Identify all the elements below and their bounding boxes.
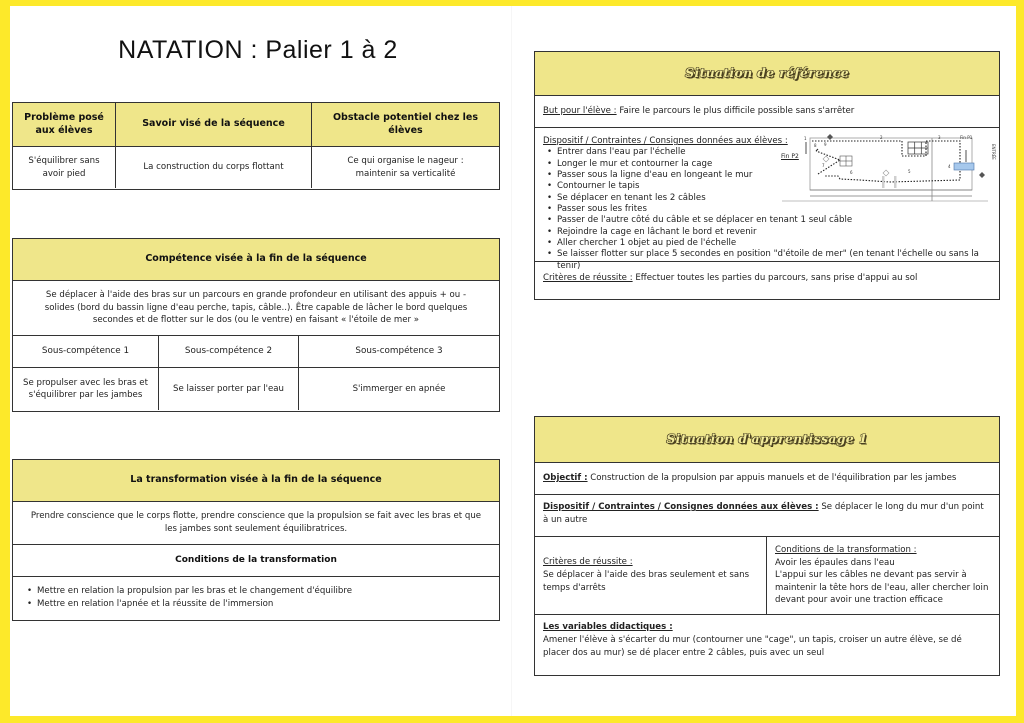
learning-objective (535, 463, 999, 495)
step-number: 5 (908, 169, 911, 174)
step-number: 3 (938, 135, 941, 140)
learning-situation-table (534, 416, 1000, 676)
learning-condition-line: Avoir les épaules dans l'eau (775, 557, 895, 568)
cage-icon (908, 142, 928, 154)
sub-competence-value-row (13, 368, 499, 410)
fin-p2-label: Fin P2 (781, 153, 799, 160)
criteria-text: Effectuer toutes les parties du parcours, sans prise d'appui au sol (632, 273, 918, 284)
small-cage-icon (840, 156, 852, 166)
reference-setup (535, 128, 999, 271)
setup-step: • Se déplacer en tenant les 2 câbles (547, 193, 991, 204)
objective-label: Objectif : (543, 473, 588, 484)
setup-step: • Se laisser flotter sur place 5 secondes en position "d'étoile de mer" (en tenant l'échelle ou sans la tenir) (547, 249, 991, 272)
step-number: 2 (880, 135, 883, 140)
object-marker-icon (883, 170, 889, 176)
sub-competence-2-value: Se laisser porter par l'eau (159, 368, 299, 410)
reference-situation-table (534, 51, 1000, 300)
setup-step: • Passer de l'autre côté du câble et se déplacer en tenant 1 seul câble (547, 215, 991, 226)
competence-description: Se déplacer à l'aide des bras sur un parcours en grande profondeur en utilisant des appuis + ou - solides (bord du bassin ligne d'eau perche, tapis, câble..). Être capable de lâcher le bord quelques secondes et de flotter sur le dos (ou le ventre) en faisant « l'étoile de mer » (44, 289, 468, 326)
transformation-text-block (13, 502, 499, 545)
course-path (816, 149, 818, 151)
step-number: 6 (850, 170, 853, 175)
sub-competence-3-value: S'immerger en apnée (352, 383, 446, 394)
goal-text: Faire le parcours le plus difficile possible sans s'arrêter (616, 106, 855, 117)
step-number: 4 (948, 164, 951, 169)
variables-text: Amener l'élève à s'écarter du mur (contourner une "cage", un tapis, croiser un autre élève, se dé placer dos au mur) se dé placer entre 2 câbles, puis avec un seul (543, 634, 962, 658)
step-number: 8 (814, 143, 817, 148)
learning-header (535, 417, 999, 463)
page-fold (511, 6, 512, 716)
value-probleme: S'équilibrer sans avoir pied (13, 147, 116, 188)
setup-step: • Passer sous les frites (547, 204, 991, 215)
competence-table (12, 238, 500, 412)
competence-header: Compétence visée à la fin de la séquence (13, 239, 499, 281)
value-savoir: La construction du corps flottant (116, 147, 312, 188)
reference-goal (535, 96, 999, 128)
objective-text: Construction de la propulsion par appuis manuels et de l'équilibration par les jambes (587, 473, 957, 484)
learning-variables (535, 615, 999, 665)
setup-step: • Rejoindre la cage en lâchant le bord et revenir (547, 227, 991, 238)
sub-competence-1-label: Sous-compétence 1 (13, 336, 159, 367)
setup-label: Dispositif / Contraintes / Consignes données aux élèves : (543, 136, 788, 146)
setup-step: • Entrer dans l'eau par l'échelle (547, 147, 991, 158)
conditions-list (23, 585, 489, 611)
header-probleme: Problème posé aux élèves (13, 103, 116, 146)
competence-text (13, 281, 499, 336)
header-obstacle: Obstacle potentiel chez les élèves (332, 111, 479, 136)
learning-condition-line: L'appui sur les câbles ne devant pas servir à maintenir la tête hors de l'eau, aller chercher loin devant pour avoir une traction efficace (775, 570, 989, 606)
step-number: 7 (822, 163, 825, 168)
object-marker-icon (823, 156, 829, 162)
sequence-header-row (13, 103, 499, 147)
entree-label: ENTRÉE (991, 144, 996, 160)
condition-item: • Mettre en relation la propulsion par les bras et le changement d'équilibre (27, 585, 489, 598)
step-number: 9 (824, 142, 827, 147)
course-path (816, 151, 840, 174)
learning-criteria-text: Se déplacer à l'aide des bras seulement et sans temps d'arrêts (543, 570, 750, 593)
learning-setup-text: Se déplacer le long du mur d'un point à un autre (543, 502, 984, 525)
learning-conditions (767, 537, 999, 614)
mat-icon (954, 163, 974, 170)
frite-icon (894, 176, 897, 188)
sub-competence-header-row (13, 336, 499, 368)
variables-label: Les variables didactiques : (543, 622, 673, 632)
learning-criteria-row (535, 537, 999, 615)
learning-criteria-label: Critères de réussite : (543, 557, 633, 568)
learning-criteria (535, 537, 767, 614)
setup-step: • Passer sous la ligne d'eau en longeant le mur (547, 170, 991, 181)
setup-step: • Longer le mur et contourner la cage (547, 159, 991, 170)
setup-step: • Aller chercher 1 objet au pied de l'échelle (547, 238, 991, 249)
sequence-value-row (13, 147, 499, 188)
ladder-marker-icon (827, 134, 833, 140)
learning-conditions-label: Conditions de la transformation : (775, 545, 917, 556)
learning-setup (535, 495, 999, 537)
sub-competence-3-label: Sous-compétence 3 (355, 346, 443, 357)
reference-header (535, 52, 999, 96)
criteria-label: Critères de réussite : (543, 273, 633, 284)
learning-setup-label: Dispositif / Contraintes / Consignes données aux élèves : (543, 502, 819, 512)
transformation-table (12, 459, 500, 621)
pool-course-diagram (780, 132, 1000, 204)
course-path (812, 141, 960, 166)
conditions-header: Conditions de la transformation (13, 545, 499, 577)
frite-icon (882, 176, 885, 188)
ladder-marker-icon (979, 172, 985, 178)
header-savoir: Savoir visé de la séquence (116, 103, 312, 146)
transformation-text: Prendre conscience que le corps flotte, prendre conscience que la propulsion se fait avec les bras et que les jambes sont seulement équilibratrices. (30, 511, 482, 534)
course-path (824, 168, 960, 182)
condition-item: • Mettre en relation l'apnée et la réussite de l'immersion (27, 598, 489, 611)
page-title: NATATION : Palier 1 à 2 (118, 36, 398, 64)
fin-p1-label: Fin P1 (960, 135, 973, 140)
sequence-table (12, 102, 500, 190)
sub-competence-1-value: Se propulser avec les bras et s'équilibrer par les jambes (13, 368, 159, 410)
goal-label: But pour l'élève : (543, 106, 617, 117)
document-page (10, 6, 1016, 716)
step-number: 1 (804, 136, 807, 141)
reference-title: Situation de référence (685, 65, 849, 81)
sub-competence-2-label: Sous-compétence 2 (159, 336, 299, 367)
setup-step: • Contourner le tapis (547, 181, 991, 192)
learning-title: Situation d'apprentissage 1 (666, 431, 868, 447)
conditions-list-block (13, 577, 499, 619)
transformation-header: La transformation visée à la fin de la séquence (13, 460, 499, 502)
value-obstacle: Ce qui organise le nageur : maintenir sa verticalité (347, 156, 464, 179)
